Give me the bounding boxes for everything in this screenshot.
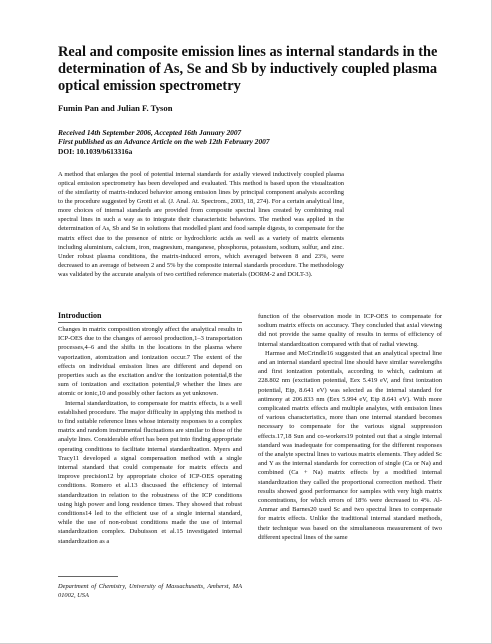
paragraph: Changes in matrix composition strongly affect the analytical results in ICP-OES due to the changes of aerosol production,1–3 transportation processes,4–6 and the shifts in the locations in the plasma where vaporization, atomization and ionization occur.7 The extent of the effects on individual emission lines are different and depend on properties such as the excitation and/or the ionization potential,8 the sum of ionization and excitation potential,9 whether the lines are atomic or ionic,10 and possibly other factors as yet unknown. [58, 326, 242, 398]
footnote-rule [58, 576, 118, 577]
published-date: First published as an Advance Article on the web 12th February 2007 [58, 137, 270, 147]
text-column-right [258, 312, 442, 542]
paragraph: function of the observation mode in ICP-OES to compensate for sodium matrix effects on accuracy. They concluded that axial viewing did not provide the same quality of results in terms of efficiency of internal standardization compared with that of radial viewing. [258, 313, 442, 348]
article-title: Real and composite emission lines as internal standards in the determination of As, Se and Sb by inductively coupled plasma optical emission spectrometry [58, 44, 438, 94]
author-list: Fumin Pan and Julian F. Tyson [58, 103, 173, 113]
heading-rule [58, 322, 242, 323]
received-date: Received 14th September 2006, Accepted 16th January 2007 [58, 128, 242, 137]
text-column-left [58, 325, 242, 546]
publication-history [58, 128, 438, 156]
section-heading-introduction: Introduction [58, 311, 102, 320]
affiliation-footnote: Department of Chemistry, University of Massachusetts, Amherst, MA 01002, USA [58, 583, 242, 599]
doi: DOI: 10.1039/b613316a [58, 146, 133, 156]
paragraph: Harmse and McCrindle16 suggested that an analytical spectral line and an internal standard spectral line should have similar wavelengths and first ionization potentials, according to which, cadmium at 228.802 nm (excitation potential, Eex 5.419 eV, and first ionization potential, Eip, 8.641 eV) was selected as the internal standard for antimony at 206.833 nm (Eex 5.994 eV, Eip 8.641 eV). With more complicated matrix effects and multiple analytes, with emission lines of various characteristics, more than one internal standard becomes necessary to compensate for the various signal suppression effects.17,18 Sun and co-workers19 pointed out that a single internal standard was inadequate for compensating for the different responses of the analyte spectral lines to various matrix elements. They added Sc and Y as the internal standards for correction of single (Ca or Na) and combined (Ca + Na) matrix effects by a modified internal standardization they called the proportional correction method. Their results showed good performance for samples with very high matrix concentrations, for which errors of 18% were decreased to 4%. Al-Ammar and Barnes20 used Sc and two spectral lines to compensate for matrix effects. Unlike the traditional internal standard methods, their technique was based on the simultaneous measurement of two different spectral lines of the same [258, 349, 442, 541]
abstract: A method that enlarges the pool of potential internal standards for axially viewed inductively coupled plasma optical emission spectrometry has been developed and evaluated. This method is based upon the visualization of the similarity of matrix-induced behavior among emission lines by principal component analysis according to the procedure suggested by Grotti et al. (J. Anal. At. Spectrom., 2003, 18, 274). For a certain analytical line, more choices of internal standards are provided from composite spectral lines created by combining real spectral lines in such a way as to integrate their characteristic behaviors. The method was applied in the determination of As, Sb and Se in solutions that modelled plant and food sample digests, to compensate for the matrix effect due to the presence of nitric or hydrochloric acids as well as a variety of matrix elements including aluminium, calcium, iron, magnesium, manganese, phosphorus, potassium, sodium, sulfur, and zinc. Under robust plasma conditions, the matrix-induced errors, which averaged between 8 and 23%, were decreased to an average of between 2 and 5% by the composite internal standards procedure. The methodology was validated by the accurate analysis of two certified reference materials (DORM-2 and DOLT-3). [58, 171, 344, 278]
paragraph: Internal standardization, to compensate for matrix effects, is a well established procedure. The major difficulty in applying this method is to find suitable reference lines whose intensity responses to a complex matrix and random instrumental fluctuations are similar to those of the analyte lines. Considerable effort has been put into finding appropriate operating conditions to facilitate internal standardization. Myers and Tracy11 developed a signal compensation method with a single internal standard that could compensate for matrix effects and improve precision12 by appropriate choice of ICP-OES operating conditions. Romero et al.13 discussed the efficiency of internal standardization in relation to the robustness of the ICP conditions using high power and long residence times. They showed that robust conditions14 led to the efficient use of a single internal standard, while the use of non-robust conditions made the use of internal standardization complex. Dubuisson et al.15 investigated internal standardization as a [58, 399, 242, 545]
